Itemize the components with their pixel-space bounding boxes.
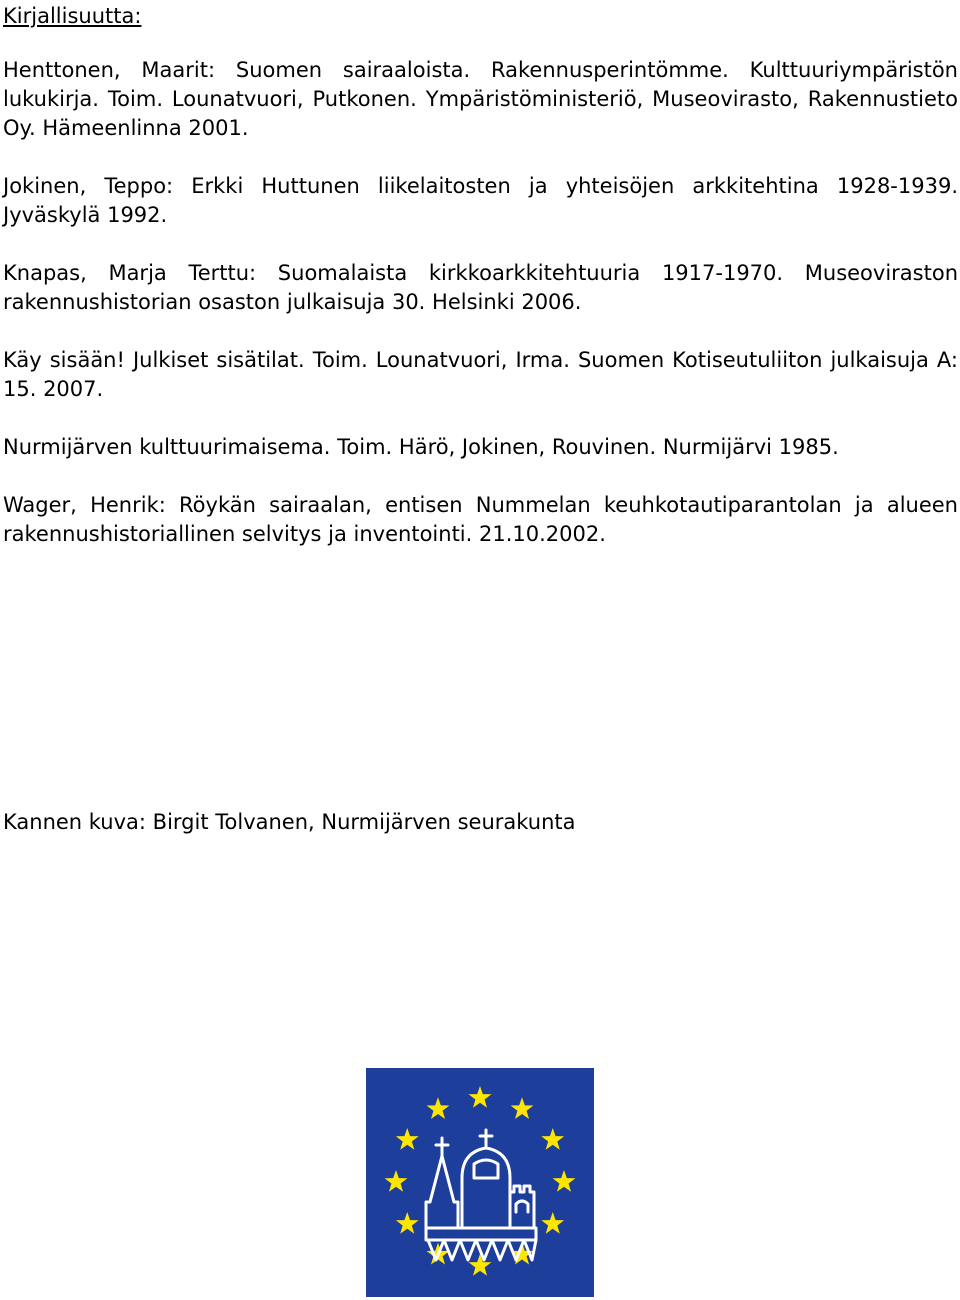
cover-credit: Kannen kuva: Birgit Tolvanen, Nurmijärven seurakunta (3, 810, 576, 834)
reference-item: Jokinen, Teppo: Erkki Huttunen liikelaitosten ja yhteisöjen arkkitehtina 1928-1939. Jyväskylä 1992. (3, 174, 958, 227)
reference-item: Knapas, Marja Terttu: Suomalaista kirkkoarkkitehtuuria 1917-1970. Museoviraston rakennushistorian osaston julkaisuja 30. Helsinki 2006. (3, 261, 958, 314)
european-heritage-days-logo (366, 1068, 594, 1297)
reference-item: Wager, Henrik: Röykän sairaalan, entisen Nummelan keuhkotautiparantolan ja alueen rakennushistoriallinen selvitys ja inventointi. 21.10.2002. (3, 493, 958, 546)
european-heritage-days-emblem-icon (366, 1068, 594, 1297)
reference-item: Nurmijärven kulttuurimaisema. Toim. Härö, Jokinen, Rouvinen. Nurmijärvi 1985. (3, 435, 839, 459)
reference-list (3, 56, 958, 578)
reference-item: Henttonen, Maarit: Suomen sairaaloista. Rakennusperintömme. Kulttuuriympäristön lukukirja. Toim. Lounatvuori, Putkonen. Ympäristöministeriö, Museovirasto, Rakennustieto Oy. Hämeenlinna 2001. (3, 58, 958, 140)
bibliography-heading: Kirjallisuutta: (3, 4, 142, 28)
reference-item: Käy sisään! Julkiset sisätilat. Toim. Lounatvuori, Irma. Suomen Kotiseutuliiton julkaisuja A: 15. 2007. (3, 348, 958, 401)
